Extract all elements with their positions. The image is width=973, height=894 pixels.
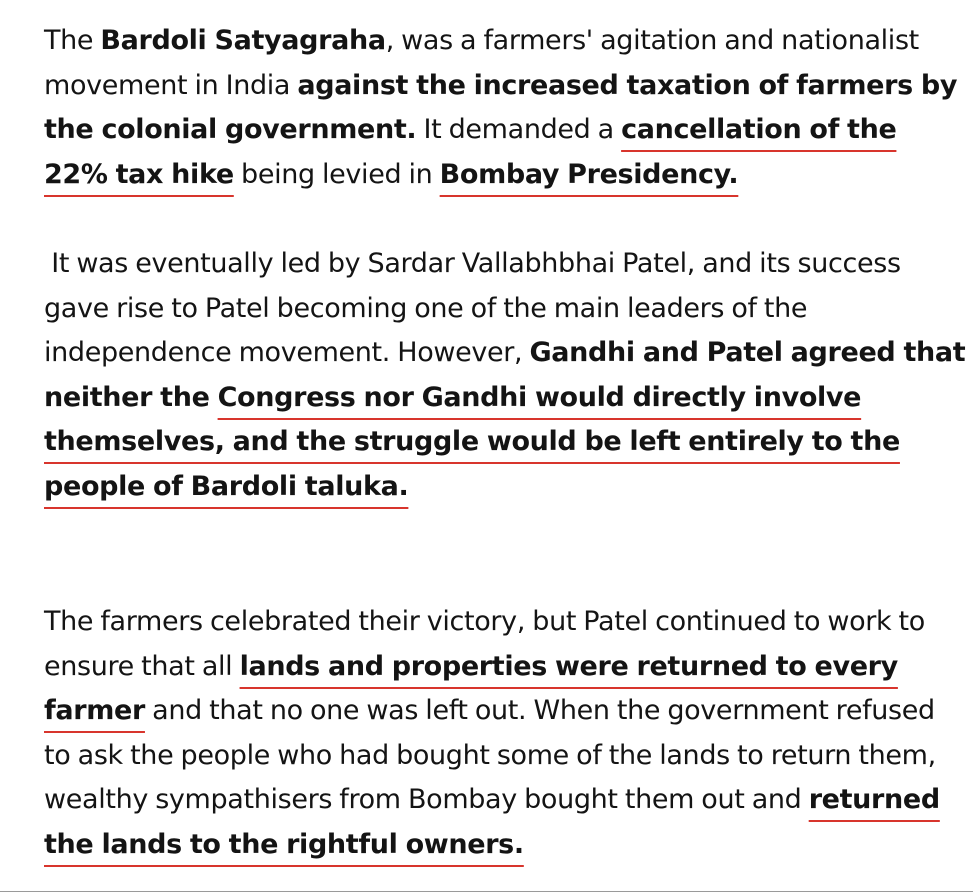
bold-phrase-increased-taxation: against the increased taxation of farmers by the colonial government. <box>44 69 958 145</box>
text-run: The farmers celebrated their victory, but Patel continued to work to ensure that all <box>44 606 925 682</box>
text-run: The <box>44 25 101 56</box>
paragraph-bardoli-satyagraha <box>44 19 966 197</box>
underlined-phrase-bombay-presidency: Bombay Presidency. <box>439 158 739 190</box>
text-run: It was eventually led by Sardar Vallabhbhai Patel, and its success gave rise to Patel becoming one of the main leaders of the independence movement. However, <box>44 248 901 368</box>
underlined-phrase-struggle-left-to-people: Congress nor Gandhi would directly involve themselves, and the struggle would be left entirely to the people of Bardoli taluka. <box>44 381 900 502</box>
underlined-phrase-rightful-owners: returned the lands to the rightful owners. <box>44 784 940 860</box>
text-run: It demanded a <box>416 114 622 145</box>
text-run: , was a farmers' agitation and nationalist movement in India <box>44 25 919 101</box>
paragraph-lands-returned <box>44 600 966 867</box>
text-run: being levied in <box>233 158 440 190</box>
bold-term-bardoli-satyagraha: Bardoli Satyagraha <box>100 25 386 56</box>
underlined-phrase-lands-returned: lands and properties were returned to every farmer <box>44 650 898 726</box>
bottom-divider <box>0 891 973 892</box>
paragraph-patel-leadership <box>44 242 966 509</box>
underlined-phrase-tax-hike: cancellation of the 22% tax hike <box>44 114 897 190</box>
bold-phrase-gandhi-patel-agreed: Gandhi and Patel agreed that neither the <box>44 337 966 413</box>
text-run: and that no one was left out. When the government refused to ask the people who had bought some of the lands to return them, wealthy sympathisers from Bombay bought them out and <box>44 695 936 815</box>
